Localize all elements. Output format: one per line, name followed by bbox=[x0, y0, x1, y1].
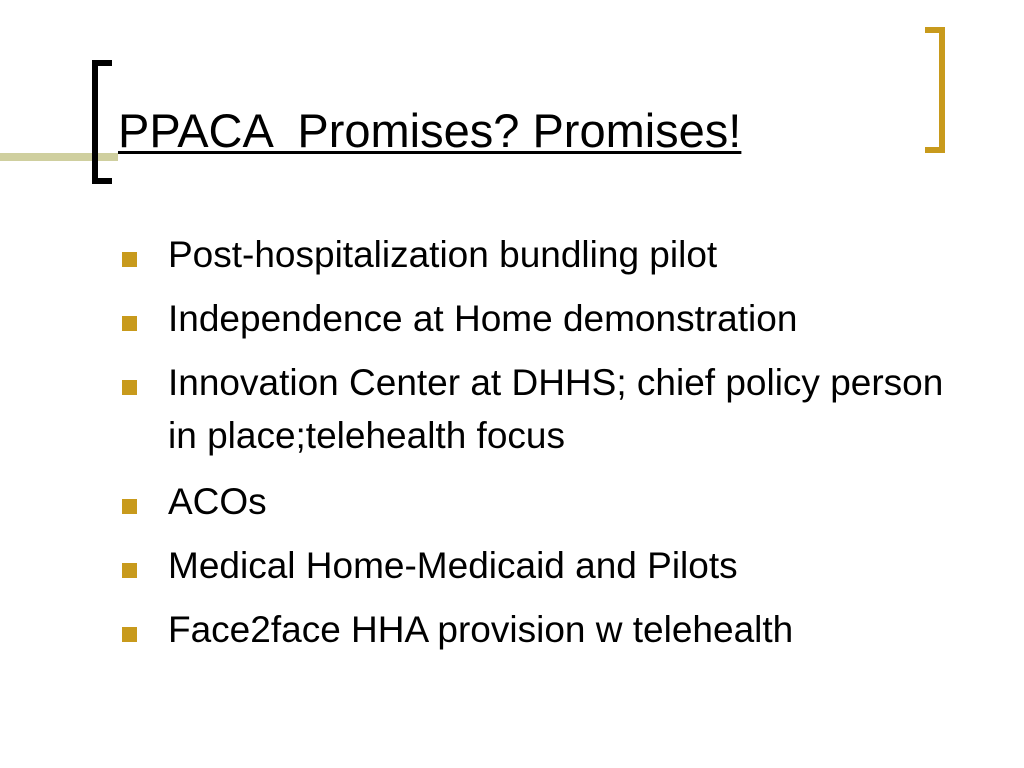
bullet-list bbox=[118, 228, 978, 667]
bullet-text: Independence at Home demonstration bbox=[168, 298, 798, 339]
square-bullet-icon bbox=[122, 627, 137, 642]
bullet-item bbox=[118, 228, 978, 281]
bullet-item bbox=[118, 292, 978, 345]
bullet-item bbox=[118, 539, 978, 592]
bullet-item bbox=[118, 475, 978, 528]
slide-title: PPACA Promises? Promises! bbox=[118, 104, 742, 157]
bullet-text: ACOs bbox=[168, 481, 267, 522]
bullet-item bbox=[118, 603, 978, 656]
square-bullet-icon bbox=[122, 499, 137, 514]
bullet-text: Medical Home-Medicaid and Pilots bbox=[168, 545, 738, 586]
square-bullet-icon bbox=[122, 316, 137, 331]
bullet-text: Post-hospitalization bundling pilot bbox=[168, 234, 718, 275]
left-bracket-decoration bbox=[92, 60, 112, 184]
bullet-text: Face2face HHA provision w telehealth bbox=[168, 609, 794, 650]
bullet-text: Innovation Center at DHHS; chief policy person in place;telehealth focus bbox=[168, 362, 944, 456]
bullet-item bbox=[118, 356, 978, 462]
square-bullet-icon bbox=[122, 252, 137, 267]
square-bullet-icon bbox=[122, 563, 137, 578]
square-bullet-icon bbox=[122, 380, 137, 395]
right-bracket-decoration bbox=[925, 27, 945, 153]
